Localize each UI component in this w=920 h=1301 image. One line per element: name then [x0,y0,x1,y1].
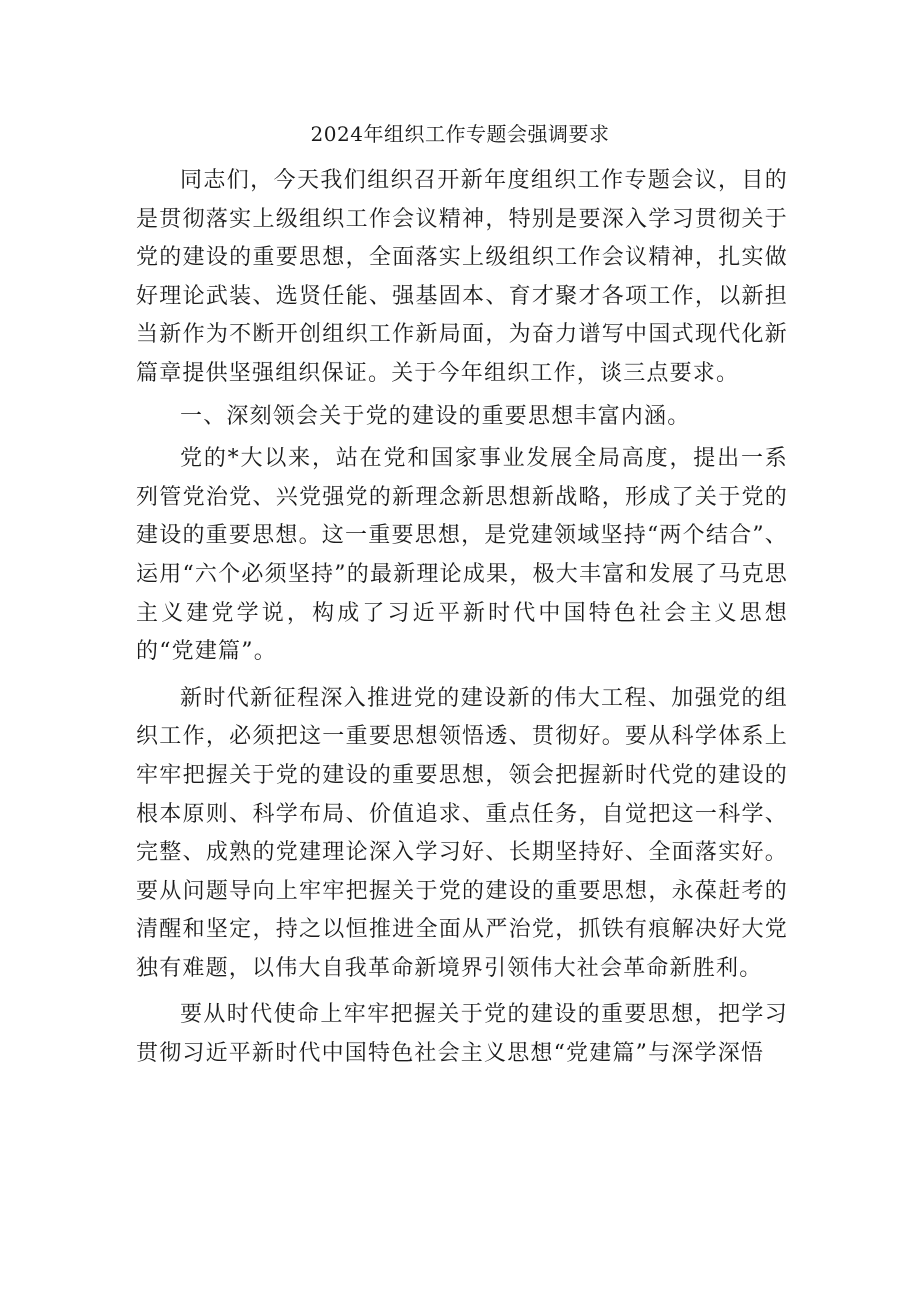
paragraph-mission: 要从时代使命上牢牢把握关于党的建设的重要思想，把学习贯彻习近平新时代中国特色社会主义思想“党建篇”与深学深悟 [136,1002,788,1067]
paragraph-opening: 同志们，今天我们组织召开新年度组织工作专题会议，目的是贯彻落实上级组织工作会议精神，特别是要深入学习贯彻关于党的建设的重要思想，全面落实上级组织工作会议精神，扎实做好理论武装、选贤任能、强基固本、育才聚才各项工作，以新担当新作为不断开创组织工作新局面，为奋力谱写中国式现代化新篇章提供坚强组织保证。关于今年组织工作，谈三点要求。 [136,168,788,386]
document-title: 2024年组织工作专题会强调要求 [310,122,610,146]
section-heading-1: 一、深刻领会关于党的建设的重要思想丰富内涵。 [180,403,691,429]
paragraph-party-thought: 党的*大以来，站在党和国家事业发展全局高度，提出一系列管党治党、兴党强党的新理念新思想新战略，形成了关于党的建设的重要思想。这一重要思想，是党建领域坚持“两个结合”、运用“六个必须坚持”的最新理论成果，极大丰富和发展了马克思主义建党学说，构成了习近平新时代中国特色社会主义思想的“党建篇”。 [136,446,788,665]
document-body [136,162,788,1074]
paragraph-new-era: 新时代新征程深入推进党的建设新的伟大工程、加强党的组织工作，必须把这一重要思想领悟透、贯彻好。要从科学体系上牢牢把握关于党的建设的重要思想，领会把握新时代党的建设的根本原则、科学布局、价值追求、重点任务，自觉把这一科学、完整、成熟的党建理论深入学习好、长期坚持好、全面落实好。要从问题导向上牢牢把握关于党的建设的重要思想，永葆赶考的清醒和坚定，持之以恒推进全面从严治党，抓铁有痕解决好大党独有难题，以伟大自我革命新境界引领伟大社会革命新胜利。 [136,685,788,981]
